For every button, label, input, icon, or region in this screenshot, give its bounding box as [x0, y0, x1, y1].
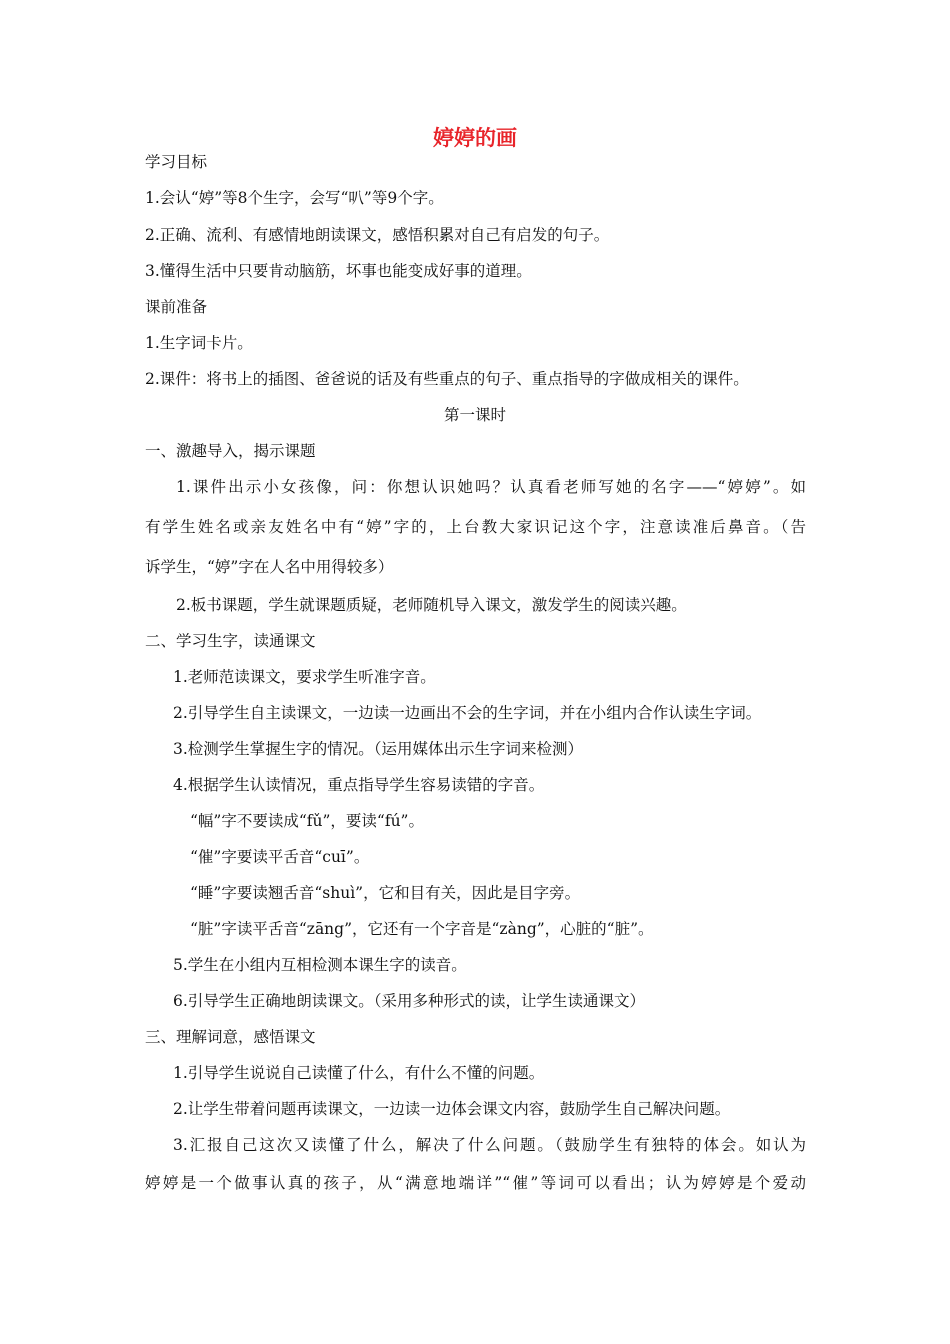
- pronunciation-note: “催”字要读平舌音“cuī”。: [190, 848, 370, 866]
- pronunciation-note: “脏”字读平舌音“zāng”，它还有一个字音是“zàng”，心脏的“脏”。: [190, 920, 654, 938]
- list-item: 5.学生在小组内互相检测本课生字的读音。: [173, 956, 467, 974]
- section-heading-part-1: 一、激趣导入，揭示课题: [145, 442, 316, 460]
- section-heading-objectives: 学习目标: [145, 153, 208, 171]
- section-heading-preparation: 课前准备: [145, 298, 208, 316]
- list-item: 1.引导学生说说自己读懂了什么，有什么不懂的问题。: [173, 1064, 545, 1082]
- list-item: 2.引导学生自主读课文，一边读一边画出不会的生字词，并在小组内合作认读生字词。: [173, 704, 762, 722]
- paragraph-line: 婷婷是一个做事认真的孩子，从“满意地端详”“催”等词可以看出；认为婷婷是个爱动: [145, 1174, 806, 1192]
- list-item: 1.老师范读课文，要求学生听准字音。: [173, 668, 436, 686]
- list-item: 4.根据学生认读情况，重点指导学生容易读错的字音。: [173, 776, 545, 794]
- paragraph-line: 诉学生，“婷”字在人名中用得较多）: [145, 558, 394, 576]
- list-item: 6.引导学生正确地朗读课文。（采用多种形式的读，让学生读通课文）: [173, 992, 646, 1010]
- section-heading-part-3: 三、理解词意，感悟课文: [145, 1028, 316, 1046]
- pronunciation-note: “睡”字要读翘舌音“shuì”，它和目有关，因此是目字旁。: [190, 884, 581, 902]
- document-title: 婷婷的画: [433, 126, 517, 150]
- objective-item-2: 2.正确、流利、有感情地朗读课文，感悟积累对自己有启发的句子。: [145, 226, 610, 244]
- paragraph-line: 3.汇报自己这次又读懂了什么，解决了什么问题。（鼓励学生有独特的体会。如认为: [173, 1136, 806, 1154]
- list-item: 2.让学生带着问题再读课文，一边读一边体会课文内容，鼓励学生自己解决问题。: [173, 1100, 731, 1118]
- lesson-heading: 第一课时: [443, 406, 506, 424]
- pronunciation-note: “幅”字不要读成“fǔ”，要读“fú”。: [190, 812, 424, 830]
- preparation-item-1: 1.生字词卡片。: [145, 334, 253, 352]
- preparation-item-2: 2.课件：将书上的插图、爸爸说的话及有些重点的句子、重点指导的字做成相关的课件。: [145, 370, 749, 388]
- objective-item-3: 3.懂得生活中只要肯动脑筋，坏事也能变成好事的道理。: [145, 262, 532, 280]
- paragraph-line: 2.板书课题，学生就课题质疑，老师随机导入课文，激发学生的阅读兴趣。: [176, 596, 687, 614]
- list-item: 3.检测学生掌握生字的情况。（运用媒体出示生字词来检测）: [173, 740, 584, 758]
- paragraph-line: 1.课件出示小女孩像，问：你想认识她吗？认真看老师写她的名字——“婷婷”。如: [176, 478, 806, 496]
- section-heading-part-2: 二、学习生字，读通课文: [145, 632, 316, 650]
- paragraph-line: 有学生姓名或亲友姓名中有“婷”字的，上台教大家识记这个字，注意读准后鼻音。（告: [145, 518, 806, 536]
- objective-item-1: 1.会认“婷”等8个生字，会写“叭”等9个字。: [145, 189, 444, 207]
